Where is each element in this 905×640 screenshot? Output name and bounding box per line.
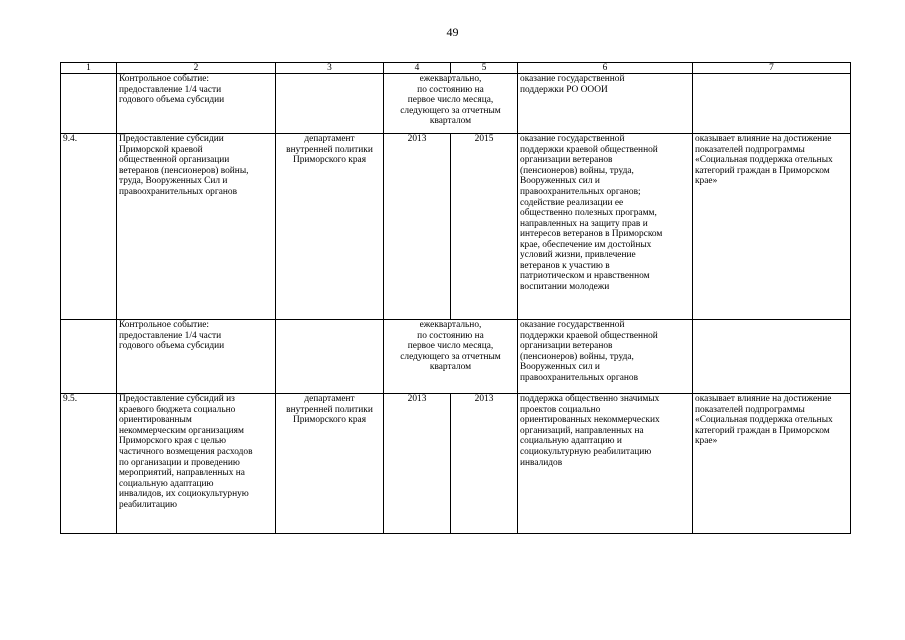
start-year: 2013 [384, 394, 451, 534]
activities-table [60, 62, 851, 534]
executor [276, 74, 384, 134]
reporting-period: ежеквартально, по состоянию на первое число месяца, следующего за отчетным кварталом [384, 74, 518, 134]
activity-name: Предоставление субсидии Приморской краевой общественной организации ветеранов (пенсионеров) войны, труда, Вооруженных Сил и правоохранительных органов [117, 134, 276, 320]
column-number: 4 [384, 63, 451, 74]
column-number-row [61, 63, 851, 74]
row-number [61, 320, 117, 394]
influence: оказывает влияние на достижение показателей подпрограммы «Социальная поддержка отельных категорий граждан в Приморском крае» [693, 394, 851, 534]
expected-result: оказание государственной поддержки РО ОООИ [518, 74, 693, 134]
expected-result: оказание государственной поддержки краевой общественной организации ветеранов (пенсионеров) войны, труда, Вооруженных сил и правоохранительных органов; содействие реализации ее общественно полезных программ, направленных на защиту прав и интересов ветеранов в Приморском крае, обеспечение им достойных условий жизни, привлечение ветеранов к участию в патриотическом и нравственном воспитании молодежи [518, 134, 693, 320]
activity-name: Предоставление субсидий из краевого бюджета социально ориентированным некоммерческим организациям Приморского края с целью частичного возмещения расходов по организации и проведению мероприятий, направленных на социальную адаптацию инвалидов, их социокультурную реабилитацию [117, 394, 276, 534]
column-number: 6 [518, 63, 693, 74]
influence [693, 320, 851, 394]
row-number [61, 74, 117, 134]
row-number: 9.4. [61, 134, 117, 320]
column-number: 1 [61, 63, 117, 74]
column-number: 3 [276, 63, 384, 74]
table-row-activity [61, 394, 851, 534]
activity-name: Контрольное событие: предоставление 1/4 части годового объема субсидии [117, 320, 276, 394]
reporting-period: ежеквартально, по состоянию на первое число месяца, следующего за отчетным кварталом [384, 320, 518, 394]
column-number: 5 [451, 63, 518, 74]
executor [276, 320, 384, 394]
start-year: 2013 [384, 134, 451, 320]
table-row-control-event [61, 320, 851, 394]
influence [693, 74, 851, 134]
activity-name: Контрольное событие: предоставление 1/4 части годового объема субсидии [117, 74, 276, 134]
page-number: 49 [446, 25, 459, 39]
end-year: 2013 [451, 394, 518, 534]
influence: оказывает влияние на достижение показателей подпрограммы «Социальная поддержка отельных категорий граждан в Приморском крае» [693, 134, 851, 320]
column-number: 2 [117, 63, 276, 74]
table-row-control-event [61, 74, 851, 134]
expected-result: оказание государственной поддержки краевой общественной организации ветеранов (пенсионеров) войны, труда, Вооруженных сил и правоохранительных органов [518, 320, 693, 394]
end-year: 2015 [451, 134, 518, 320]
column-number: 7 [693, 63, 851, 74]
expected-result: поддержка общественно значимых проектов социально ориентированных некоммерческих организаций, направленных на социальную адаптацию и социокультурную реабилитацию инвалидов [518, 394, 693, 534]
executor: департамент внутренней политики Приморского края [276, 394, 384, 534]
row-number: 9.5. [61, 394, 117, 534]
table-row-activity [61, 134, 851, 320]
executor: департамент внутренней политики Приморского края [276, 134, 384, 320]
